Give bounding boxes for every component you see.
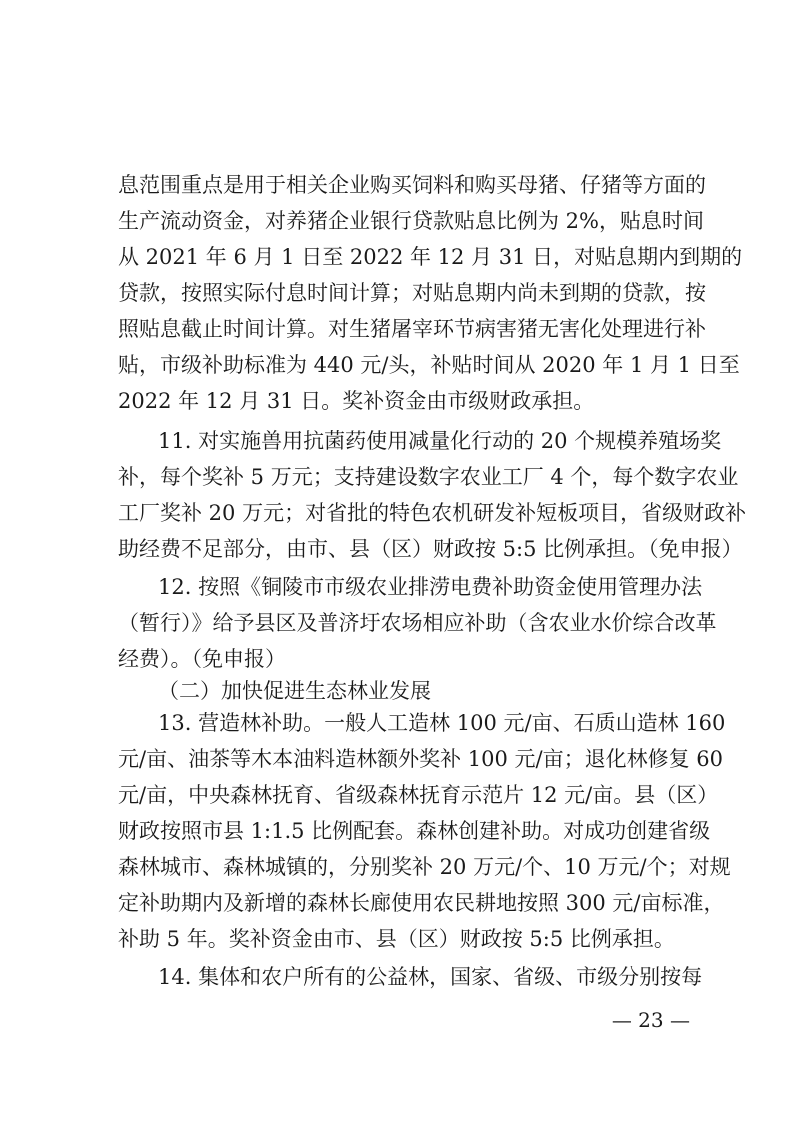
paragraph-line: 从 2021 年 6 月 1 日至 2022 年 12 月 31 日，对贴息期内到期的 (118, 245, 743, 269)
paragraph-line: 息范围重点是用于相关企业购买饲料和购买母猪、仔猪等方面的 (118, 173, 706, 197)
paragraph-line: 12. 按照《铜陵市市级农业排涝电费补助资金使用管理办法 (158, 575, 703, 599)
paragraph-line: 工厂奖补 20 万元；对省批的特色农机研发补短板项目，省级财政补 (118, 501, 747, 525)
paragraph-line: 财政按照市县 1:1.5 比例配套。森林创建补助。对成功创建省级 (118, 819, 711, 843)
paragraph-line: 定补助期内及新增的森林长廊使用农民耕地按照 300 元/亩标准， (118, 891, 725, 915)
paragraph-line: 贷款，按照实际付息时间计算；对贴息期内尚未到期的贷款，按 (118, 281, 706, 305)
paragraph-line: （二）加快促进生态林业发展 (158, 679, 431, 703)
paragraph-line: 元/亩、油茶等木本油料造林额外奖补 100 元/亩；退化林修复 60 (118, 747, 723, 771)
paragraph-line: 14. 集体和农户所有的公益林，国家、省级、市级分别按每 (158, 965, 703, 989)
paragraph-line: 元/亩，中央森林抚育、省级森林抚育示范片 12 元/亩。县（区） (118, 783, 719, 807)
paragraph-line: 13. 营造林补助。一般人工造林 100 元/亩、石质山造林 160 (158, 711, 726, 735)
paragraph-line: 2022 年 12 月 31 日。奖补资金由市级财政承担。 (118, 389, 595, 413)
paragraph-line: 森林城市、森林城镇的，分别奖补 20 万元/个、10 万元/个；对规 (118, 855, 731, 879)
paragraph-line: 经费）。（免申报） (118, 647, 286, 671)
paragraph-line: （暂行）》给予县区及普济圩农场相应补助（含农业水价综合改革 (118, 611, 717, 635)
paragraph-line: 补，每个奖补 5 万元；支持建设数字农业工厂 4 个，每个数字农业 (118, 465, 739, 489)
paragraph-line: 贴，市级补助标准为 440 元/头，补贴时间从 2020 年 1 月 1 日至 (118, 353, 740, 377)
paragraph-line: 补助 5 年。奖补资金由市、县（区）财政按 5:5 比例承担。 (118, 927, 675, 951)
paragraph-line: 照贴息截止时间计算。对生猪屠宰环节病害猪无害化处理进行补 (118, 317, 706, 341)
page-number: — 23 — (611, 1008, 690, 1032)
paragraph-line: 11. 对实施兽用抗菌药使用减量化行动的 20 个规模养殖场奖 (158, 429, 722, 453)
paragraph-line: 生产流动资金，对养猪企业银行贷款贴息比例为 2%，贴息时间 (118, 209, 704, 233)
paragraph-line: 助经费不足部分，由市、县（区）财政按 5:5 比例承担。（免申报） (118, 537, 743, 561)
